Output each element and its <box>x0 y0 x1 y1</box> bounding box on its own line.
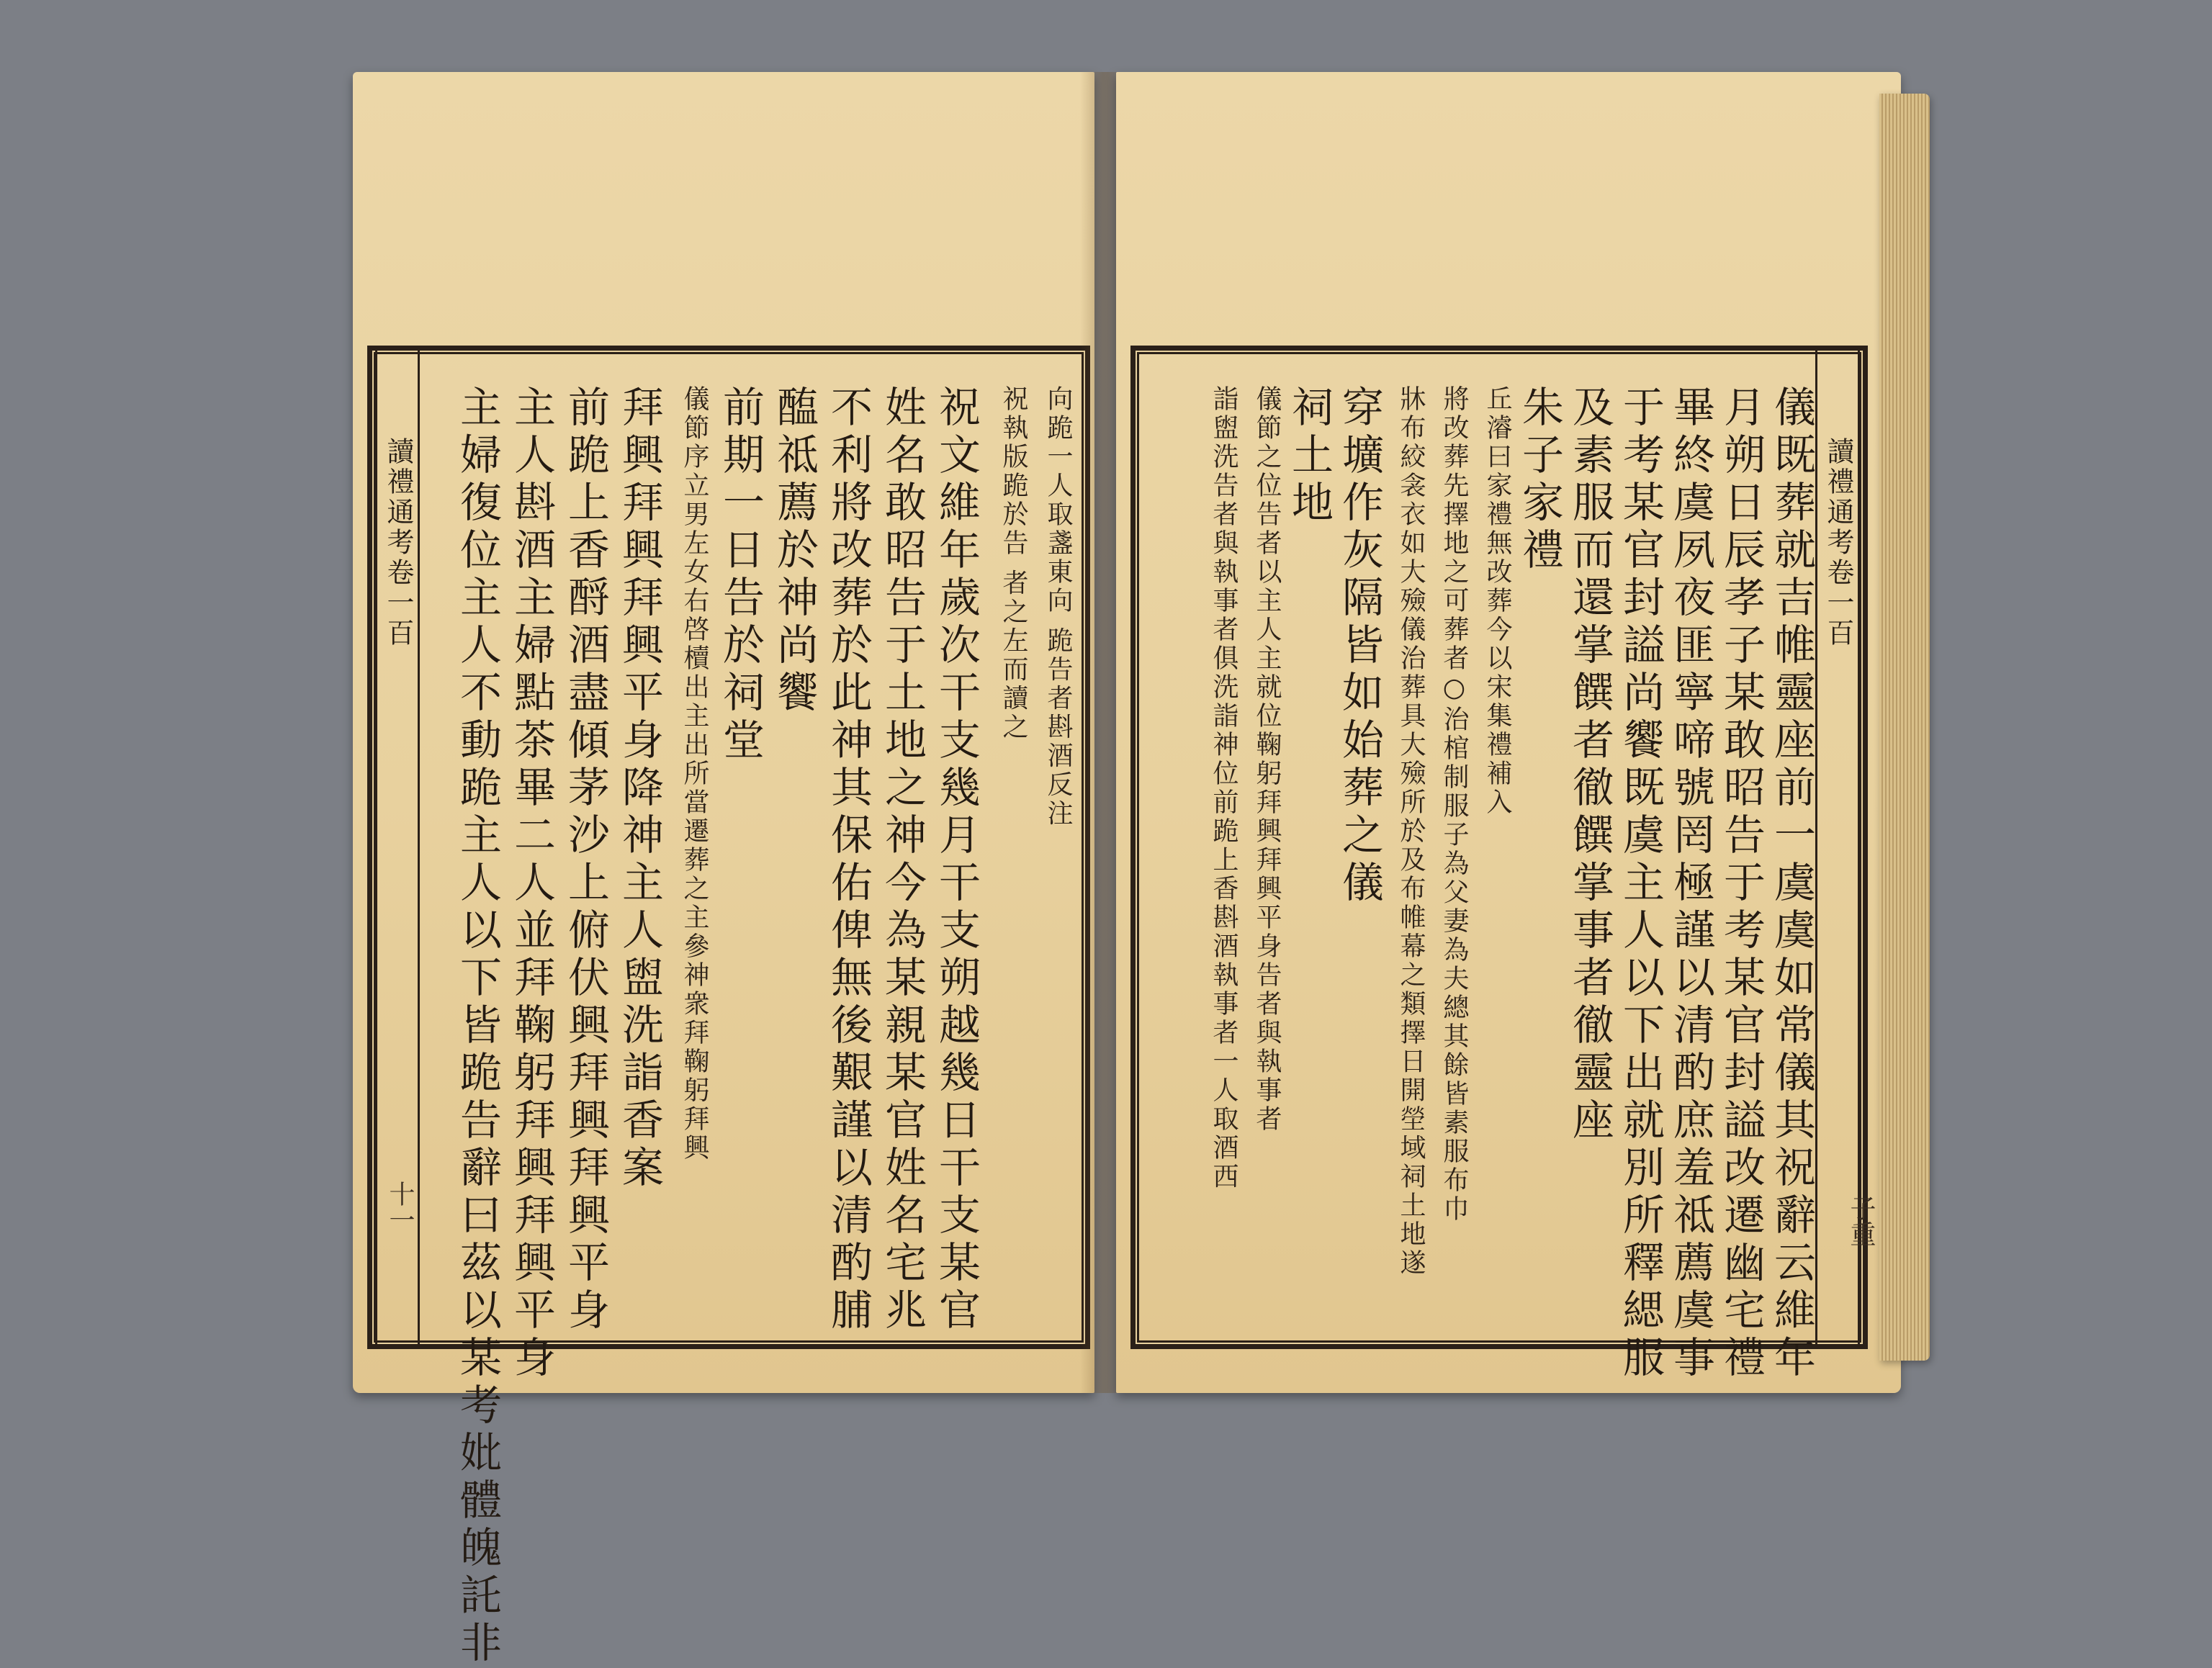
left-column-2: 祝執版跪於告 者之左而讀之 <box>999 385 1028 742</box>
right-column-10: 穿壙作灰隔皆如始葬之儀 <box>1335 385 1384 908</box>
left-column-3: 祝文維年歲次干支幾月干支朔越幾日干支某官 <box>932 385 981 1335</box>
left-margin-strip-text: 讀禮通考卷一百 <box>382 437 414 649</box>
page-edges <box>1879 94 1930 1361</box>
right-column-9: 牀布絞衾衣如大殮儀治葬具大殮所於及布帷幕之類擇日開塋域祠土地遂 <box>1396 385 1426 1278</box>
open-book <box>353 72 1901 1668</box>
left-page <box>353 72 1094 1668</box>
left-column-7: 前期一日告於祠堂 <box>716 385 765 765</box>
left-column-8: 儀節序立男左女右啓櫝出主出所當遷葬之主參神衆拜鞠躬拜興 <box>680 385 709 1163</box>
left-column-6: 醢祗薦於神尚饗 <box>770 385 819 718</box>
left-page-number: 十一 <box>385 1181 415 1232</box>
left-column-11: 主人斟酒主婦點茶畢二人並拜鞠躬拜興拜興平身 <box>507 385 556 1383</box>
right-column-2: 月朔日辰孝子某敢昭告于考某官封謚改遷幽宅禮 <box>1717 385 1766 1383</box>
right-page-number: 子重 <box>1846 1195 1876 1247</box>
right-column-13: 詣盥洗告者與執事者俱洗詣神位前跪上香斟酒執事者一人取酒西 <box>1209 385 1238 1191</box>
left-column-1: 向跪一人取盞東向 跪告者斟酒反注 <box>1043 385 1073 829</box>
right-column-8: 將改葬先擇地之可葬者○治棺制服子為父妻為夫總其餘皆素服布巾 <box>1439 385 1469 1224</box>
right-column-11: 祠土地 <box>1285 385 1334 528</box>
right-column-12: 儀節之位告者以主人主就位鞠躬拜興拜興平身告者與執事者 <box>1252 385 1282 1134</box>
right-column-4: 于考某官封謚尚饗既虞主人以下出就別所釋緦服 <box>1616 385 1665 1383</box>
left-column-9: 拜興拜興拜興平身降神主人盥洗詣香案 <box>615 385 664 1193</box>
right-text-frame <box>1130 346 1868 1383</box>
right-page <box>1116 72 1901 1393</box>
right-margin-strip-text: 讀禮通考卷一百 <box>1822 437 1854 649</box>
left-column-12: 主婦復位主人不動跪主人以下皆跪告辭曰茲以某考妣體魄託非 <box>453 385 502 1668</box>
left-text-frame <box>367 346 1090 1668</box>
right-column-5: 及素服而還掌饌者徹饌掌事者徹靈座 <box>1565 385 1614 1145</box>
right-column-1: 儀既葬就吉帷靈座前一虞虞如常儀其祝辭云維年 <box>1767 385 1816 1383</box>
right-column-3: 畢終虞夙夜匪寧啼號罔極謹以清酌庶羞祗薦虞事 <box>1666 385 1715 1383</box>
left-column-10: 前跪上香酹酒盡傾茅沙上俯伏興拜興拜興平身 <box>561 385 610 1335</box>
right-column-7: 丘濬曰家禮無改葬今以宋集禮補入 <box>1483 385 1512 817</box>
right-column-6: 朱子家禮 <box>1515 385 1564 575</box>
left-column-4: 姓名敢昭告于土地之神今為某親某官姓名宅兆 <box>878 385 927 1335</box>
left-column-5: 不利將改葬於此神其保佑俾無後艱謹以清酌脯 <box>824 385 873 1335</box>
